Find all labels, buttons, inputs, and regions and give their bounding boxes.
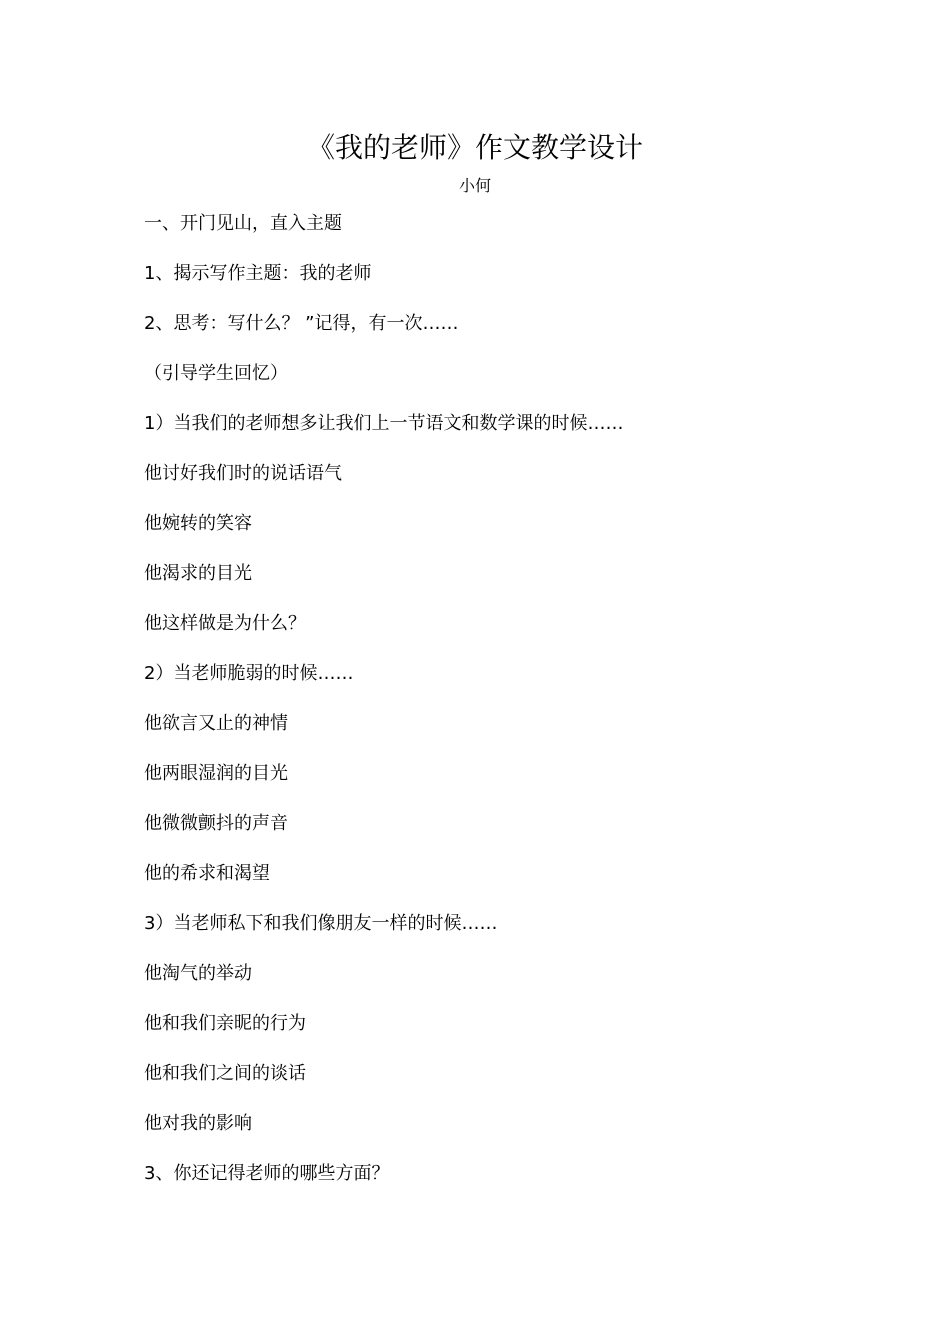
body-line: 1、揭示写作主题：我的老师 xyxy=(144,263,372,284)
body-line: 他的希求和渴望 xyxy=(144,863,270,884)
section-heading: 一、开门见山，直入主题 xyxy=(144,213,342,234)
body-line: 他婉转的笑容 xyxy=(144,513,252,534)
body-line: 他对我的影响 xyxy=(144,1113,252,1134)
body-line: 他欲言又止的神情 xyxy=(144,713,288,734)
document-author: 小何 xyxy=(458,176,491,195)
body-line: 1）当我们的老师想多让我们上一节语文和数学课的时候…… xyxy=(144,413,624,434)
body-line: 他淘气的举动 xyxy=(144,963,252,984)
body-line: 2）当老师脆弱的时候…… xyxy=(144,663,354,684)
body-line: 3）当老师私下和我们像朋友一样的时候…… xyxy=(144,913,498,934)
document-title: 《我的老师》作文教学设计 xyxy=(306,131,643,164)
document-body xyxy=(144,210,904,1210)
body-line: 他渴求的目光 xyxy=(144,563,252,584)
body-line: 3、你还记得老师的哪些方面？ xyxy=(144,1163,390,1184)
body-line: 他这样做是为什么？ xyxy=(144,613,306,634)
body-line: 他两眼湿润的目光 xyxy=(144,763,288,784)
body-line: 他讨好我们时的说话语气 xyxy=(144,463,342,484)
body-line: 他和我们之间的谈话 xyxy=(144,1063,306,1084)
body-line: 他微微颤抖的声音 xyxy=(144,813,288,834)
body-line: 2、思考：写什么？ ”记得，有一次…… xyxy=(144,313,459,334)
body-line: （引导学生回忆） xyxy=(144,363,288,384)
body-line: 他和我们亲昵的行为 xyxy=(144,1013,306,1034)
